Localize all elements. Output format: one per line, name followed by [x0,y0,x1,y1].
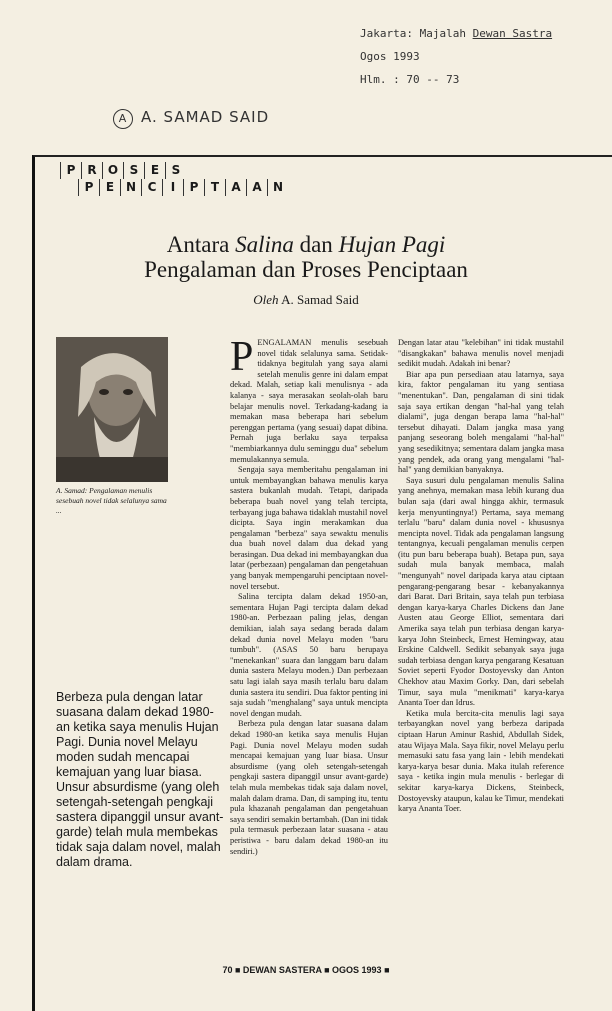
paragraph: Ketika mula bercita-cita menulis lagi saya terbayangkan novel yang berbeza daripada ciptaan Harun Aminur Rashid, Abdullah Sidek, atau Wijaya Mala. Saya fikir, novel Melayu perlu memasuki satu fasa yang lain - lebih mendekati karya-karya besar dunia. Maka itulah reference saya - ketika ingin mula menulis - berlegar di sekitar karya-karya Dickens, Steinbeck, Dostoyevsky ataupun, kalau ke Timur, mendekati karya Ananta Toer. [398,708,564,814]
rubric-letter: P [60,162,81,179]
article-column-1 [230,334,388,857]
rubric-letter: S [123,162,144,179]
rubric-letter: I [162,179,183,196]
article-subtitle: Pengalaman dan Proses Penciptaan [144,257,468,282]
byline: Oleh A. Samad Said [253,292,359,307]
handwritten-author: A. SAMAD SAID [141,108,270,126]
rubric-letter: E [144,162,165,179]
paragraph: Berbeza pula dengan latar suasana dalam dekad 1980-an ketika saya menulis Hujan Pagi. Dunia novel Melayu moden sudah mencapai kemajuan yang luar biasa. Unsur absurdisme (yang oleh setengah-setengah pengkaji sastera dipanggil unsur avant-garde) telah mula membekas tidak saja dalam novel, malah dalam drama. Dan, di samping itu, tentu pula khazanah pengalaman dan pengetahuan saya sendiri semakin bertambah. (Dan ini tidak pula termasuk perbezaan latar suasana - atau peristiwa - baru dalam dekad 1980-an itu sendiri.) [230,719,388,856]
paragraph: ENGALAMAN menulis sesebuah novel tidak selalunya sama. Setidak-tidaknya begitulah yang saya alami setelah menulis genre ini dalam empat dekad. Malah, setiap kali menulisnya - ada kalanya - saya merasakan seolah-olah baru belajar menulis novel. Terkadang-kadang ia memakan masa beberapa hari sebelum perenggan pertama (yang sesuai) dapat dibina. Pernah juga berlaku saya terpaksa "membiarkannya dulu seminggu dua" sebelum memulakannya semula. [230,338,388,464]
rubric-row-2 [78,179,288,196]
rubric-letter: P [183,179,204,196]
paragraph: Salina tercipta dalam dekad 1950-an, sementara Hujan Pagi tercipta dalam dekad 1980-an. Perbezaan paling jelas, dengan demikian, ialah saya sedang berada dalam dekad dunia novel Melayu moden "baru tumbuh". (ASAS 50 baru berupaya "menekankan" suara dan langgam baru dalam dunia sastera Melayu moden.) Dan perbezaan satu lagi ialah saya masih terlalu baru dalam dunia sastera itu sendiri. Dua faktor penting ini saja sudah "menghalang" saya untuk mencipta novel dengan mudah. [230,592,388,718]
article-column-2 [398,338,564,815]
paragraph: Sengaja saya memberitahu pengalaman ini untuk membayangkan bahawa menulis karya sastera bukanlah mudah. Tetapi, daripada beberapa buah novel yang telah tercipta, terbayang juga bahawa tidaklah mustahil novel dicipta. Saya ingin merakamkan dua pengalaman "berbeza" saya sewaktu menulis dua buah novel dalam dua dekad yang berasingan. Dua dekad ini membayangkan dua latar (perbezaan) pengalaman dan pengetahuan yang banyak mempengaruhi penciptaan novel-novel tersebut. [230,465,388,591]
section-rubric [60,162,288,196]
clipping-source: Dewan Sastra [472,27,553,40]
clipping-header [360,22,552,91]
clipping-source-line: Jakarta: Majalah Dewan Sastra [360,27,553,40]
rubric-letter: R [81,162,102,179]
pull-quote: Berbeza pula dengan latar suasana dalam dekad 1980-an ketika saya menulis Hujan Pagi. Dunia novel Melayu moden sudah mencapai kemajuan yang luar biasa. Unsur absurdisme (yang oleh setengah-setengah pengkaji sastera dipanggil unsur avant-garde) telah mula membekas tidak saja dalam novel, malah dalam drama. [56,690,224,869]
photo-caption: A. Samad: Pengalaman menulis sesebuah novel tidak selalunya sama ... [56,486,167,515]
rubric-letter: N [120,179,141,196]
rubric-letter: A [246,179,267,196]
rubric-letter: S [165,162,186,179]
rubric-letter: N [267,179,288,196]
paragraph: Biar apa pun persediaan atau latarnya, saya kira, faktor pengalaman itu yang sentiasa "menentukan". Dan, pengalaman di sini tidak saja saya ertikan dengan "hal-hal yang telah dialami", juga dengan berapa lama "hal-hal" tersebut dihayati. Dalam jangka masa yang panjang seseorang boleh mengalami "hal-hal" yang sesedikitnya; sementara dalam jangka masa yang pendek, ada orang yang mengalami "hal-hal" yang demikian banyaknya. [398,369,564,475]
clipping-date: Ogos 1993 [360,50,420,63]
rubric-letter: T [204,179,225,196]
paragraph: Dengan latar atau "kelebihan" ini tidak mustahil "disangkakan" bahawa menulis novel menjadi sedikit mudah. Adakah ini benar? [398,338,564,369]
article-title: Antara Salina dan Hujan Pagi Pengalaman dan Proses Penciptaan [0,232,612,282]
rubric-letter: O [102,162,123,179]
rubric-letter: P [78,179,99,196]
handwritten-note [113,108,269,129]
circled-letter: A [113,109,133,129]
clipping-pages: Hlm. : 70 -- 73 [360,73,460,86]
author-photo [56,337,168,482]
rubric-letter: A [225,179,246,196]
rubric-letter: C [141,179,162,196]
paragraph: Saya susuri dulu pengalaman menulis Salina yang anehnya, memakan masa lebih kurang dua bulan saja (dari awal hingga akhir, termasuk kerja menyuntingnya!) Pertama, saya memang terlalu "baru" dalam dunia novel - khususnya mencipta novel. Tidak ada pengalaman langsung tentangnya, kecuali pengalaman menulis cerpen (itu pun baru beberapa buah). Betapa pun, saya sudah mula banyak membaca, malah "mengunyah" novel daripada karya atau ciptaan pengarang-pengarang besar - kebanyakannya dari Barat. Dari Britain, saya telah pun terbiasa dengan karya-karya Charles Dickens dan Jane Austen atau George Elliot, sementara dari Amerika saya telah pun terbiasa dengan karya-karya John Steinbeck, Ernest Hemingway, atau Erskine Caldwell. Sedikit sebanyak saya juga sudah terbiasa dengan karya pengarang Kesatuan Soviet seperti Fyodor Dostoyevsky dan Anton Chekhov atau Maxim Gorky. Dan, dari sebelah Timur, saya mula "menikmati" karya-karya Ananta Toer dan Idrus. [398,475,564,708]
drop-cap: P [230,334,254,380]
page-footer: 70 ■ DEWAN SASTERA ■ OGOS 1993 ■ [222,965,390,975]
rubric-letter: E [99,179,120,196]
rubric-row-1 [60,162,288,179]
